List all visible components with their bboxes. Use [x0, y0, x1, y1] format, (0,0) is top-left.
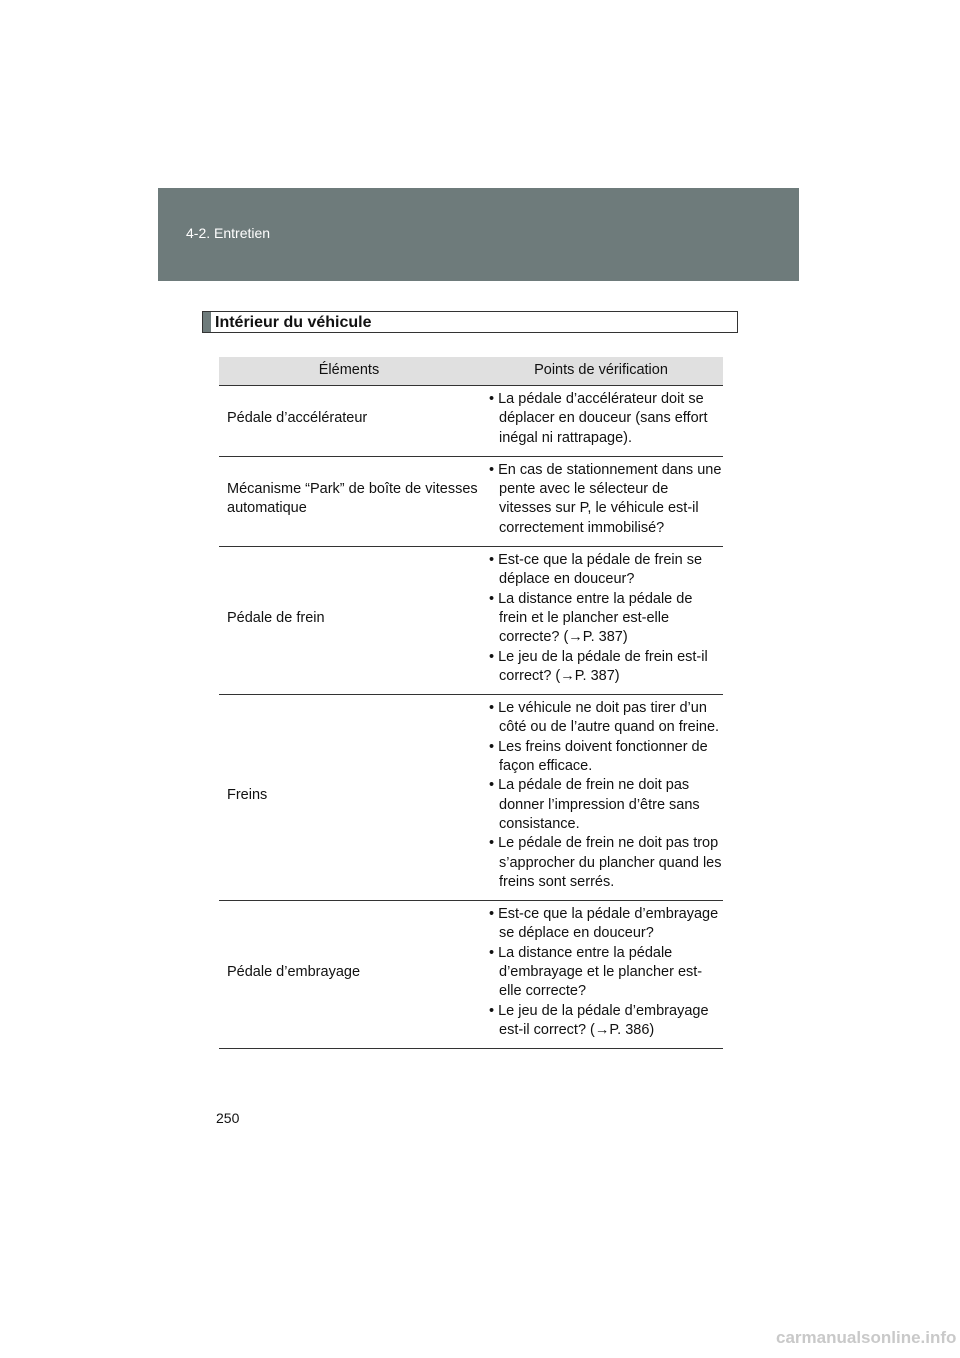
row-checks — [479, 386, 723, 457]
row-item: Pédale d’embrayage — [219, 901, 479, 1049]
check-point: • Le jeu de la pédale d’embrayage est-il correct? (→P. 386) — [488, 1002, 723, 1041]
row-checks — [479, 547, 723, 695]
row-item: Freins — [219, 695, 479, 901]
row-checks — [479, 456, 723, 546]
row-checks — [479, 695, 723, 901]
table-row — [219, 901, 723, 1049]
row-item: Pédale d’accélérateur — [219, 386, 479, 457]
chapter-section-label: 4-2. Entretien — [186, 225, 271, 241]
check-point: • Le pédale de frein ne doit pas trop s’approcher du plancher quand les freins sont serrés. — [488, 834, 723, 892]
check-point: • Est-ce que la pédale d’embrayage se déplace en douceur? — [488, 905, 723, 944]
check-point: • Est-ce que la pédale de frein se déplace en douceur? — [488, 551, 723, 590]
check-point: • La pédale de frein ne doit pas donner l’impression d’être sans consistance. — [488, 776, 723, 834]
check-point: • Les freins doivent fonctionner de façon efficace. — [488, 738, 723, 777]
row-item: Pédale de frein — [219, 547, 479, 695]
page-number: 250 — [216, 1110, 240, 1126]
column-header-checks: Points de vérification — [479, 357, 723, 386]
table-header-row — [219, 357, 723, 386]
row-checks — [479, 901, 723, 1049]
check-point: • En cas de stationnement dans une pente avec le sélecteur de vitesses sur P, le véhicule est-il correctement immobilisé? — [488, 461, 723, 538]
chapter-header-band — [158, 188, 799, 281]
table-row — [219, 695, 723, 901]
check-point: • La pédale d’accélérateur doit se déplacer en douceur (sans effort inégal ni rattrapage). — [488, 390, 723, 448]
check-point: • Le véhicule ne doit pas tirer d’un côté ou de l’autre quand on freine. — [488, 699, 723, 738]
check-point: • La distance entre la pédale d’embrayage et le plancher est-elle correcte? — [488, 944, 723, 1002]
section-title-box — [202, 311, 738, 333]
row-item: Mécanisme “Park” de boîte de vitesses automatique — [219, 456, 479, 546]
table-row — [219, 456, 723, 546]
inspection-table — [219, 357, 723, 1049]
section-title-accent — [203, 312, 211, 332]
column-header-items: Éléments — [219, 357, 479, 386]
section-title: Intérieur du véhicule — [215, 314, 372, 331]
check-point: • Le jeu de la pédale de frein est-il correct? (→P. 387) — [488, 648, 723, 687]
watermark-text: carmanualsonline.info — [776, 1328, 957, 1347]
table-row — [219, 386, 723, 457]
table-row — [219, 547, 723, 695]
check-point: • La distance entre la pédale de frein et le plancher est-elle correcte? (→P. 387) — [488, 590, 723, 648]
